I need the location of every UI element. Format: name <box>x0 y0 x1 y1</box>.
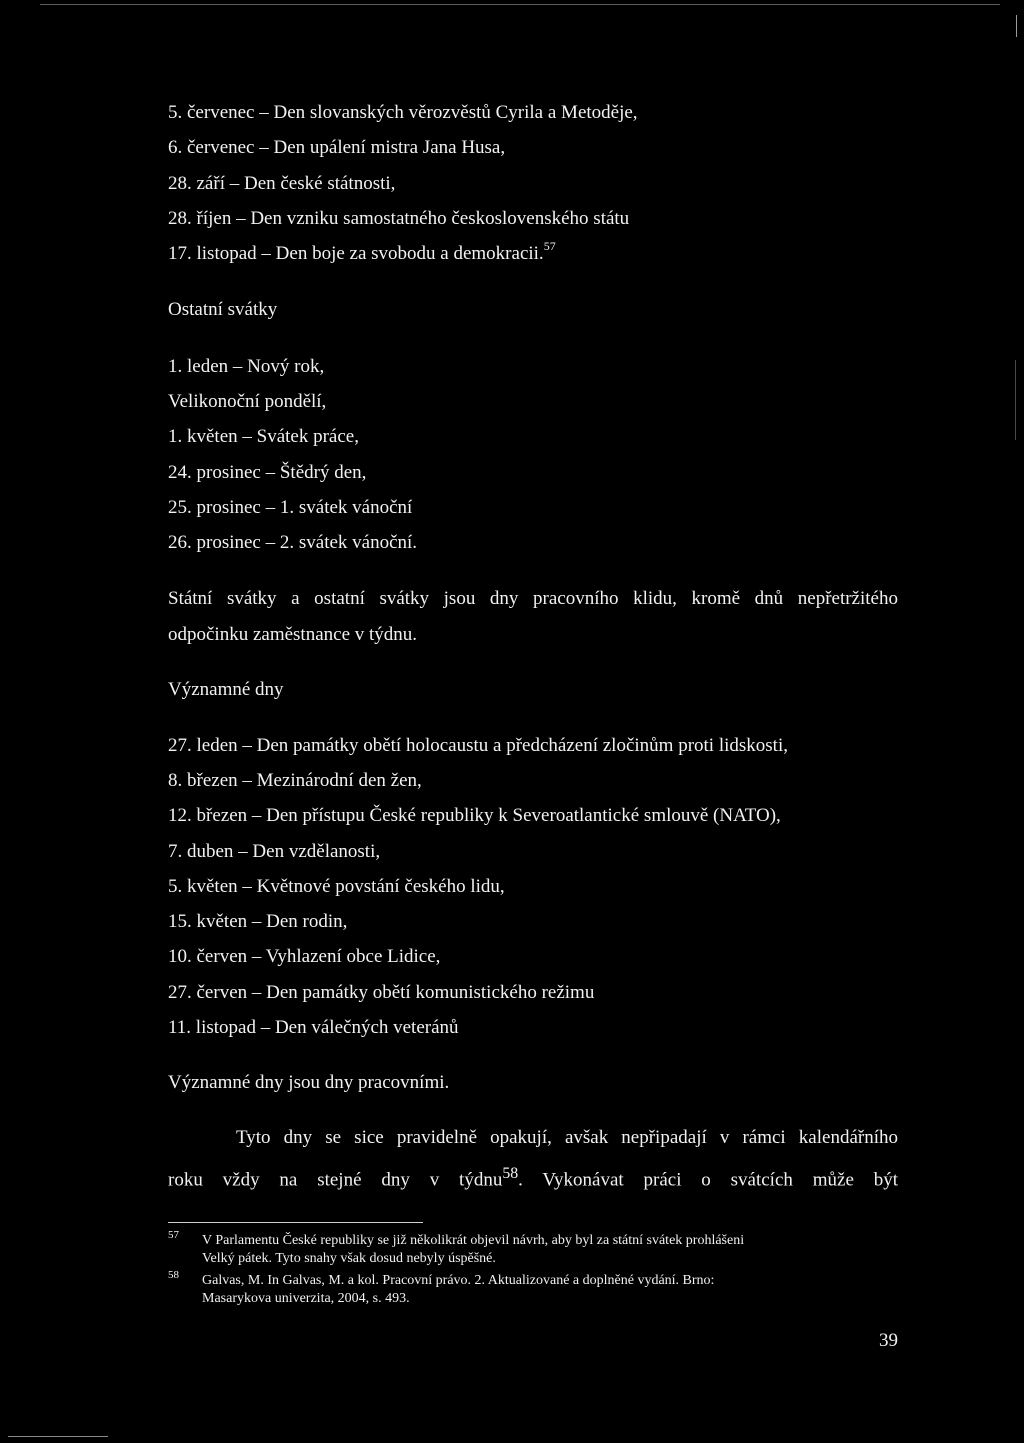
footnote-text <box>202 1232 902 1268</box>
footnote-line: Velký pátek. Tyto snahy však dosud nebyly úspěšné. <box>202 1251 496 1266</box>
significant-day-line: 5. květen – Květnové povstání českého lidu, <box>168 876 505 897</box>
footnote-number: 57 <box>168 1229 179 1241</box>
paragraph-line: Státní svátky a ostatní svátky jsou dny pracovního klidu, kromě dnů nepřetržitého <box>168 588 898 609</box>
paragraph-line <box>168 1162 898 1192</box>
significant-day-line: 27. červen – Den památky obětí komunistického režimu <box>168 982 595 1003</box>
holiday-line-text: 17. listopad – Den boje za svobodu a demokracii. <box>168 243 544 264</box>
significant-day-line: 11. listopad – Den válečných veteránů <box>168 1017 459 1038</box>
other-holiday-line: 26. prosinec – 2. svátek vánoční. <box>168 532 418 553</box>
other-holiday-line: 25. prosinec – 1. svátek vánoční <box>168 497 413 518</box>
other-holiday-line: 24. prosinec – Štědrý den, <box>168 462 367 483</box>
paragraph-line: Tyto dny se sice pravidelně opakují, avšak nepřipadají v rámci kalendářního <box>236 1127 898 1148</box>
scan-border-top <box>40 4 1000 5</box>
paragraph-line: odpočinku zaměstnance v týdnu. <box>168 624 418 645</box>
significant-day-line: 10. červen – Vyhlazení obce Lidice, <box>168 946 441 967</box>
page-number: 39 <box>879 1330 898 1351</box>
footnote-separator <box>168 1222 423 1223</box>
paragraph-text: . Vykonávat práci o svátcích může být <box>518 1169 898 1191</box>
footnote-line: V Parlamentu České republiky se již několikrát objevil návrh, aby byl za státní svátek prohlášeni <box>202 1233 745 1248</box>
significant-day-line: 8. březen – Mezinárodní den žen, <box>168 770 422 791</box>
footnote-line: Galvas, M. In Galvas, M. a kol. Pracovní právo. 2. Aktualizované a doplněné vydání. Brno: <box>202 1273 715 1288</box>
holiday-line: 6. červenec – Den upálení mistra Jana Husa, <box>168 137 506 158</box>
paragraph-text: roku vždy na stejné dny v týdnu <box>168 1169 503 1191</box>
holiday-line: 28. říjen – Den vzniku samostatného československého státu <box>168 208 630 229</box>
footnote-text <box>202 1272 902 1308</box>
other-holiday-line: 1. květen – Svátek práce, <box>168 426 359 447</box>
significant-days-note: Významné dny jsou dny pracovními. <box>168 1072 450 1093</box>
significant-day-line: 7. duben – Den vzdělanosti, <box>168 841 381 862</box>
holiday-line: 5. červenec – Den slovanských věrozvěstů Cyrila a Metoděje, <box>168 102 638 123</box>
other-holiday-line: Velikonoční pondělí, <box>168 391 327 412</box>
footnote-number: 58 <box>168 1269 179 1281</box>
holiday-line: 28. září – Den české státnosti, <box>168 173 396 194</box>
footnote-ref-57: 57 <box>543 239 556 253</box>
footnote-ref-58: 58 <box>502 1165 519 1182</box>
significant-day-line: 27. leden – Den památky obětí holocaustu a předcházení zločinům proti lidskosti, <box>168 735 788 756</box>
section-heading-significant-days: Významné dny <box>168 679 284 700</box>
scan-border-bottom <box>8 1436 108 1437</box>
other-holiday-line: 1. leden – Nový rok, <box>168 356 325 377</box>
scan-border-right-lower <box>1015 360 1016 440</box>
significant-day-line: 12. březen – Den přístupu České republiky k Severoatlantické smlouvě (NATO), <box>168 805 781 826</box>
significant-day-line: 15. květen – Den rodin, <box>168 911 348 932</box>
holiday-line <box>168 239 556 267</box>
scan-border-right <box>1016 15 1017 37</box>
section-heading-other-holidays: Ostatní svátky <box>168 299 278 320</box>
footnote-line: Masarykova univerzita, 2004, s. 493. <box>202 1291 410 1306</box>
